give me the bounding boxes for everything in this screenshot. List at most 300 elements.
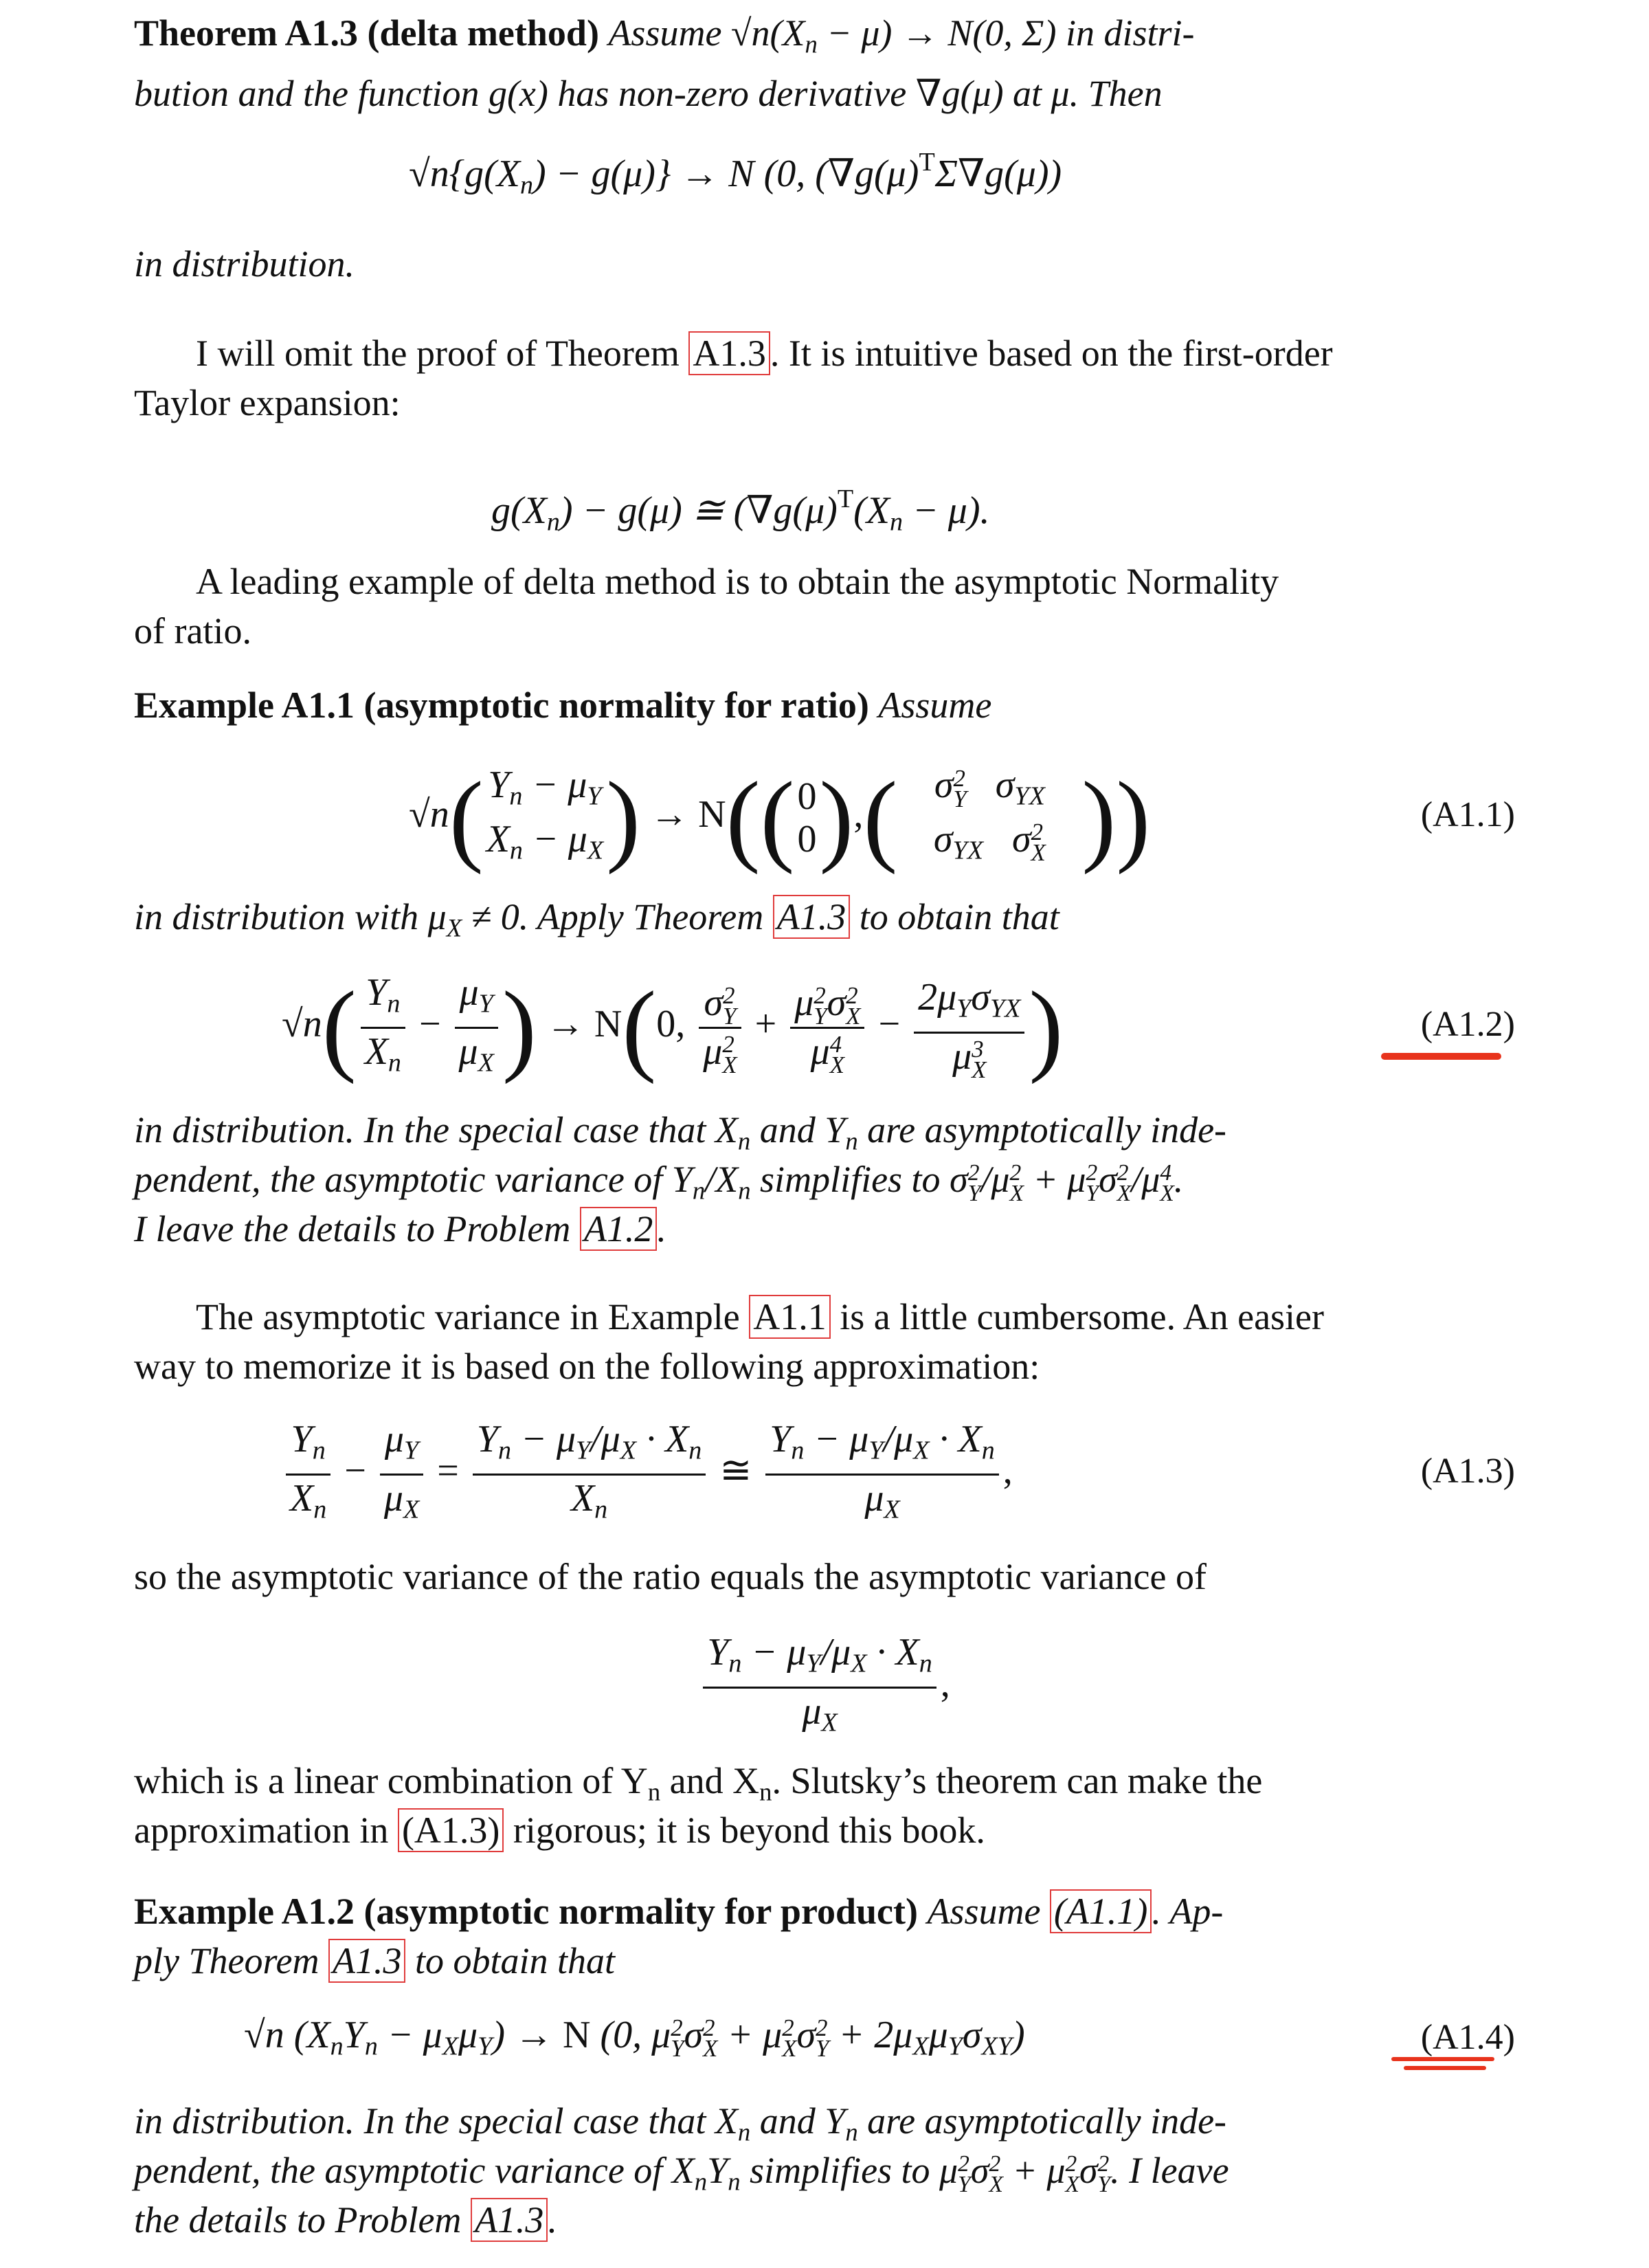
sub: n bbox=[737, 2117, 751, 2146]
sym: μ bbox=[383, 1476, 403, 1520]
paragraph-ratio-variance: so the asymptotic variance of the ratio equals the asymptotic variance of bbox=[134, 1556, 1207, 1597]
sym: μ bbox=[787, 1630, 807, 1674]
denominator bbox=[473, 1476, 706, 1533]
vector-row bbox=[486, 764, 603, 818]
sub: YX bbox=[1014, 782, 1045, 812]
sub: Y bbox=[953, 785, 967, 812]
sym: − bbox=[387, 2014, 414, 2056]
sym: μ bbox=[458, 2014, 478, 2056]
supsub bbox=[967, 1159, 981, 1206]
sup: 2 bbox=[953, 764, 965, 792]
sup: 2 bbox=[723, 981, 735, 1009]
equation-number-a1-1: (A1.1) bbox=[1420, 795, 1515, 834]
red-underline-annotation bbox=[1391, 2057, 1494, 2061]
denominator bbox=[455, 1029, 498, 1086]
sym: μ bbox=[810, 1030, 830, 1073]
equation-body bbox=[491, 474, 1649, 547]
sub-n: n bbox=[519, 170, 534, 200]
sym: μ bbox=[556, 1417, 576, 1460]
sym: σ bbox=[1011, 818, 1031, 861]
paren: ) bbox=[1081, 761, 1117, 876]
sub: Y bbox=[956, 994, 972, 1023]
sub: YX bbox=[989, 994, 1021, 1023]
sub: n bbox=[981, 1436, 995, 1465]
sym: μ bbox=[651, 2014, 671, 2056]
sym: μ bbox=[568, 764, 587, 807]
denominator bbox=[286, 1476, 330, 1533]
sub: X bbox=[1009, 1180, 1024, 1206]
paragraph-cumbersome bbox=[134, 1292, 1515, 1342]
vector bbox=[486, 764, 603, 871]
sub: X bbox=[442, 2032, 459, 2061]
sym: μ bbox=[952, 1034, 972, 1078]
sym: σ bbox=[684, 2014, 704, 2056]
example-a1-1-after-line3 bbox=[134, 1204, 1515, 1254]
sub: n bbox=[509, 782, 523, 812]
fraction bbox=[914, 975, 1024, 1084]
ref-theorem-a1-3[interactable]: A1.3 bbox=[688, 331, 770, 375]
eq-part: g(X bbox=[491, 489, 547, 532]
numerator bbox=[703, 1630, 936, 1689]
theorem-a1-3 bbox=[134, 8, 1515, 118]
sym: μ bbox=[831, 1630, 851, 1674]
sup: 2 bbox=[989, 2150, 1001, 2177]
paren: ) bbox=[1029, 970, 1064, 1085]
sym: σ bbox=[970, 2150, 989, 2191]
denominator bbox=[765, 1476, 999, 1533]
comma: , bbox=[1002, 1449, 1013, 1492]
sym: X bbox=[665, 1417, 689, 1460]
fraction bbox=[286, 1416, 330, 1532]
supsub bbox=[671, 2014, 684, 2063]
text: and Y bbox=[750, 2100, 846, 2142]
numerator bbox=[286, 1416, 330, 1476]
sym: μ bbox=[601, 1417, 620, 1460]
supsub bbox=[953, 764, 967, 812]
sub: n bbox=[509, 836, 523, 865]
red-underline-annotation bbox=[1381, 1053, 1501, 1060]
ref-eq-a1-3[interactable]: (A1.3) bbox=[398, 1808, 504, 1852]
sym: σ bbox=[971, 976, 990, 1019]
sym: μ bbox=[864, 1476, 884, 1520]
example-a1-1-heading bbox=[134, 680, 1515, 730]
sub: X bbox=[478, 1048, 494, 1078]
text: I will omit the proof of Theorem bbox=[196, 333, 689, 374]
sup: 4 bbox=[829, 1030, 842, 1058]
numerator bbox=[455, 970, 498, 1029]
comma: , bbox=[853, 793, 864, 836]
eq-part: ) − g(μ)} → N (0, (∇g(μ) bbox=[533, 152, 919, 195]
sub: Y bbox=[1086, 1180, 1099, 1206]
sym: + bbox=[838, 2014, 865, 2056]
text: in distribution with μ bbox=[134, 896, 447, 937]
arrow: → bbox=[546, 1003, 585, 1045]
sub: n bbox=[845, 2117, 858, 2146]
sup-t: T bbox=[919, 148, 935, 177]
text: simplifies to μ bbox=[740, 2150, 958, 2191]
zero-vector bbox=[797, 775, 816, 860]
sym: / bbox=[883, 1417, 895, 1460]
sub: n bbox=[692, 1176, 706, 1205]
sub: n bbox=[728, 1649, 742, 1678]
sym: μ bbox=[423, 2014, 442, 2056]
sym: − bbox=[532, 764, 559, 807]
sym: + bbox=[1012, 2150, 1037, 2191]
sym: σ bbox=[1079, 2150, 1098, 2191]
sub: n bbox=[647, 1777, 661, 1806]
matrix-row bbox=[900, 764, 1079, 818]
sub: X bbox=[821, 1708, 838, 1737]
equation-a1-1 bbox=[134, 756, 1515, 876]
numerator bbox=[765, 1416, 999, 1476]
sub: Y bbox=[967, 1180, 981, 1206]
paren: ) bbox=[819, 761, 854, 876]
text: the details to Problem bbox=[134, 2199, 471, 2241]
paren: ) bbox=[606, 761, 641, 876]
supsub bbox=[1065, 2150, 1079, 2197]
sqrt-n: √n bbox=[282, 1003, 322, 1045]
sym: σ bbox=[933, 818, 953, 861]
sym: Y bbox=[707, 1630, 729, 1674]
denominator bbox=[703, 1689, 936, 1746]
sub: n bbox=[688, 1436, 702, 1465]
paren: ( bbox=[863, 761, 898, 876]
paren: ( bbox=[322, 970, 357, 1085]
sub: n bbox=[694, 2167, 708, 2196]
text: to obtain that bbox=[405, 1940, 615, 1981]
sym: − bbox=[344, 1449, 366, 1492]
theorem-text: Assume √n(X bbox=[608, 12, 805, 54]
sub: Y bbox=[478, 2032, 493, 2061]
sym: 2μ bbox=[918, 976, 957, 1019]
sub: Y bbox=[478, 989, 493, 1019]
example-a1-2-heading bbox=[134, 1887, 1515, 1936]
equation-number-a1-2: (A1.2) bbox=[1420, 1005, 1515, 1044]
normal-n: N bbox=[562, 2014, 591, 2056]
sym: · bbox=[939, 1417, 949, 1460]
sym: − bbox=[751, 1630, 778, 1674]
text: Y bbox=[707, 2150, 728, 2191]
sub: Y bbox=[947, 2032, 963, 2061]
equation-number-a1-4: (A1.4) bbox=[1420, 2018, 1515, 2057]
example-label: Example A1.1 (asymptotic normality for ratio) bbox=[134, 685, 869, 726]
text: . bbox=[548, 2199, 557, 2241]
sub: Y bbox=[814, 1002, 827, 1030]
sub: Y bbox=[587, 782, 602, 812]
sym: σ bbox=[962, 2014, 982, 2056]
text: and X bbox=[660, 1760, 760, 1801]
sym: ≅ bbox=[719, 1449, 752, 1492]
supsub bbox=[723, 981, 737, 1030]
sym: μ bbox=[763, 2014, 783, 2056]
sym: σ bbox=[796, 2014, 816, 2056]
sub: X bbox=[1117, 1180, 1132, 1206]
sub: n bbox=[388, 1048, 401, 1078]
sym: − bbox=[814, 1417, 840, 1460]
sub: X bbox=[1031, 839, 1046, 867]
sub-n: n bbox=[546, 507, 560, 537]
eq-part: ) − g(μ) ≅ (∇g(μ) bbox=[559, 489, 838, 532]
supsub bbox=[816, 2014, 829, 2063]
text: are asymptotically inde- bbox=[857, 2100, 1227, 2142]
sub: n bbox=[845, 1126, 858, 1155]
equation-body bbox=[134, 1629, 1515, 1745]
sub: YX bbox=[952, 836, 983, 865]
sym: + bbox=[1033, 1159, 1058, 1200]
sup: 2 bbox=[671, 2014, 683, 2042]
text: and Y bbox=[750, 1109, 846, 1150]
vector-row bbox=[486, 818, 603, 872]
sym: μ bbox=[1046, 2150, 1066, 2191]
arrow: → bbox=[650, 793, 689, 836]
supsub bbox=[1117, 1159, 1132, 1206]
sub: X bbox=[989, 2171, 1003, 2197]
paren: ( bbox=[760, 761, 795, 876]
sub: n bbox=[330, 2032, 344, 2061]
sup: 2 bbox=[703, 2014, 715, 2042]
sub: n bbox=[387, 989, 401, 1019]
ref-example-a1-1[interactable]: A1.1 bbox=[749, 1295, 831, 1339]
sub: n bbox=[364, 2032, 378, 2061]
sub: Y bbox=[868, 1436, 884, 1465]
equation-a1-4 bbox=[134, 2010, 1515, 2065]
sub: Y bbox=[404, 1436, 419, 1465]
ref-eq-a1-1[interactable]: (A1.1) bbox=[1050, 1889, 1152, 1933]
example-label: Example A1.2 (asymptotic normality for product) bbox=[134, 1891, 918, 1932]
fraction bbox=[765, 1416, 999, 1532]
sub: X bbox=[829, 1051, 844, 1078]
text: Assume bbox=[927, 1891, 1050, 1932]
ref-problem-a1-3[interactable]: A1.3 bbox=[471, 2198, 548, 2242]
sup: 2 bbox=[1117, 1159, 1129, 1186]
equation-a1-3 bbox=[134, 1416, 1515, 1526]
sup-t: T bbox=[837, 485, 854, 513]
sym: = bbox=[437, 1449, 459, 1492]
equation-body: √n $(X_nY_n - \mu_X\mu_Y) \to N$ (0, μ 2 Y σ 2 X + μ 2 X σ 2 Y + $2\mu_X\mu_Y\sigma_{XY}$) bbox=[244, 2014, 1025, 2063]
comma: , bbox=[940, 1663, 950, 1705]
ref-theorem-a1-3[interactable]: A1.3 bbox=[773, 895, 851, 939]
theorem-display-equation bbox=[134, 137, 1515, 200]
sym: 0 bbox=[797, 818, 817, 861]
sym: 0 bbox=[613, 2014, 633, 2056]
ref-problem-a1-2[interactable]: A1.2 bbox=[580, 1207, 658, 1251]
sym: / bbox=[820, 1630, 832, 1674]
red-underline-annotation bbox=[1404, 2066, 1486, 2070]
fraction bbox=[455, 970, 498, 1085]
sub: n bbox=[759, 1777, 772, 1806]
sym: μ bbox=[928, 2014, 948, 2056]
denominator bbox=[790, 1029, 864, 1076]
sub: Y bbox=[723, 1002, 737, 1030]
sub: X bbox=[972, 1056, 987, 1084]
example-a1-2-line2 bbox=[134, 1936, 1515, 1986]
sub: X bbox=[851, 1649, 867, 1678]
sym: Y bbox=[366, 970, 388, 1014]
sub: X bbox=[846, 1002, 861, 1030]
sym: − bbox=[418, 1003, 441, 1045]
text: . bbox=[657, 1208, 666, 1249]
sym: Y bbox=[770, 1417, 792, 1460]
sub: X bbox=[587, 836, 604, 865]
supsub bbox=[782, 2014, 797, 2063]
sym: σ bbox=[827, 981, 846, 1024]
denominator bbox=[914, 1034, 1024, 1084]
text: The asymptotic variance in Example bbox=[196, 1296, 750, 1337]
sup: 2 bbox=[1097, 2150, 1110, 2177]
text: to obtain that bbox=[850, 896, 1059, 937]
sym: + bbox=[727, 2014, 754, 2056]
sup: 2 bbox=[722, 1030, 734, 1058]
sub: Y bbox=[1097, 2171, 1111, 2197]
sym: μ bbox=[849, 1417, 869, 1460]
numerator bbox=[914, 975, 1024, 1034]
comma: , bbox=[675, 1003, 686, 1045]
text: pendent, the asymptotic variance of Y bbox=[134, 1159, 693, 1200]
sup: 2 bbox=[846, 981, 858, 1009]
supsub bbox=[989, 2150, 1003, 2197]
numerator bbox=[699, 980, 741, 1029]
arrow: → bbox=[514, 2014, 553, 2056]
fraction bbox=[380, 1416, 423, 1532]
sup: 2 bbox=[782, 2014, 794, 2042]
sub: n bbox=[728, 2167, 741, 2196]
sym: 0 bbox=[797, 775, 817, 819]
sym: X bbox=[895, 1630, 919, 1674]
text: ≠ 0. Apply Theorem bbox=[462, 896, 773, 937]
supsub bbox=[814, 981, 827, 1030]
sub: n bbox=[313, 1495, 327, 1524]
numerator bbox=[473, 1416, 706, 1476]
sym: X bbox=[290, 1476, 314, 1520]
example-assume: Assume bbox=[878, 685, 992, 726]
sub: X bbox=[620, 1436, 637, 1465]
sym: / bbox=[590, 1417, 601, 1460]
text: in distribution. In the special case that X bbox=[134, 2100, 738, 2142]
sym: σ bbox=[1099, 1159, 1117, 1200]
sym: μ bbox=[802, 1689, 822, 1733]
text: pendent, the asymptotic variance of X bbox=[134, 2150, 695, 2191]
sup: 2 bbox=[958, 2150, 969, 2177]
eq-part: Σ∇g(μ)) bbox=[934, 152, 1062, 195]
sub: X bbox=[913, 1436, 930, 1465]
sym: μ bbox=[991, 1159, 1010, 1200]
equation-linear-combination bbox=[134, 1629, 1515, 1739]
sym: X bbox=[364, 1030, 388, 1073]
sym: μ bbox=[1141, 1159, 1160, 1200]
text: which is a linear combination of Y bbox=[134, 1760, 648, 1801]
text: ply Theorem bbox=[134, 1940, 328, 1981]
sup: 2 bbox=[1065, 2150, 1077, 2177]
cov-matrix bbox=[900, 764, 1079, 871]
text: /X bbox=[705, 1159, 739, 1200]
sym: Y bbox=[488, 764, 510, 807]
denominator bbox=[361, 1029, 405, 1086]
sym: σ bbox=[995, 764, 1015, 807]
sym: μ bbox=[794, 981, 814, 1024]
equation-a1-2 bbox=[134, 962, 1515, 1086]
sym: + bbox=[754, 1003, 777, 1045]
equation-number-a1-3: (A1.3) bbox=[1420, 1452, 1515, 1491]
ref-theorem-a1-3[interactable]: A1.3 bbox=[328, 1939, 406, 1983]
sym: μ bbox=[894, 1417, 914, 1460]
sub: X bbox=[403, 1495, 420, 1524]
denominator bbox=[380, 1476, 423, 1533]
text: . Slutsky’s theorem can make the bbox=[772, 1760, 1263, 1801]
supsub bbox=[1160, 1159, 1174, 1206]
sub: X bbox=[884, 1495, 900, 1524]
numerator bbox=[361, 970, 405, 1029]
sub: n bbox=[791, 1436, 805, 1465]
sup: 4 bbox=[1160, 1159, 1172, 1186]
paragraph-proof bbox=[134, 329, 1515, 378]
eq-part: − μ). bbox=[903, 489, 990, 532]
normal-n: N bbox=[698, 793, 726, 836]
sup: 2 bbox=[816, 2014, 828, 2042]
example-a1-2-after-line3 bbox=[134, 2195, 1515, 2245]
sym: μ bbox=[384, 1417, 404, 1460]
paren: ) bbox=[502, 970, 537, 1085]
sym: σ bbox=[704, 981, 723, 1024]
supsub bbox=[846, 981, 861, 1030]
sub: X bbox=[782, 2035, 797, 2063]
sqrt-n: √n bbox=[244, 2014, 284, 2056]
paren: ( bbox=[449, 761, 484, 876]
sub: Y bbox=[816, 2035, 829, 2063]
sub: n bbox=[497, 1436, 512, 1465]
eq-part: (X bbox=[853, 489, 890, 532]
supsub bbox=[703, 2014, 718, 2063]
sym: μ bbox=[1067, 1159, 1086, 1200]
sup: 2 bbox=[1031, 819, 1043, 846]
equation-body bbox=[409, 137, 1649, 210]
text: . Ap- bbox=[1152, 1891, 1224, 1932]
theorem-text: − μ) → N(0, Σ) in distri- bbox=[817, 12, 1195, 54]
sub: XY bbox=[981, 2032, 1012, 2061]
supsub bbox=[1086, 1159, 1099, 1206]
paragraph-leading-example-line2: of ratio. bbox=[134, 610, 251, 652]
sup: 2 bbox=[967, 1159, 980, 1186]
text: approximation in bbox=[134, 1810, 398, 1851]
text: . It is intuitive based on the first-order bbox=[770, 333, 1333, 374]
paren: ( bbox=[726, 761, 761, 876]
sym: Y bbox=[343, 2014, 365, 2056]
sup: 2 bbox=[814, 981, 826, 1009]
denominator bbox=[699, 1029, 741, 1076]
sym: − bbox=[532, 818, 559, 861]
text: simplifies to σ bbox=[750, 1159, 968, 1200]
sub: n bbox=[312, 1436, 326, 1465]
matrix-row bbox=[900, 818, 1079, 872]
sub: X bbox=[1160, 1180, 1174, 1206]
text: in distribution. In the special case that X bbox=[134, 1109, 738, 1150]
paragraph-leading-example: A leading example of delta method is to obtain the asymptotic Normality bbox=[196, 561, 1279, 602]
fraction bbox=[361, 970, 405, 1085]
sup: 3 bbox=[972, 1036, 984, 1063]
sym: μ bbox=[459, 970, 479, 1014]
text: rigorous; it is beyond this book. bbox=[504, 1810, 985, 1851]
theorem-after: in distribution. bbox=[134, 243, 355, 285]
example-a1-1-middle bbox=[134, 892, 1515, 953]
fraction bbox=[790, 980, 864, 1076]
sym: X bbox=[958, 1417, 982, 1460]
paragraph-proof-line2: Taylor expansion: bbox=[134, 382, 401, 423]
sub: X bbox=[722, 1051, 737, 1078]
supsub bbox=[972, 1036, 987, 1084]
sym: − bbox=[878, 1003, 901, 1045]
sub: X bbox=[912, 2032, 929, 2061]
sym: X bbox=[570, 1476, 595, 1520]
sub: X bbox=[1065, 2171, 1079, 2197]
